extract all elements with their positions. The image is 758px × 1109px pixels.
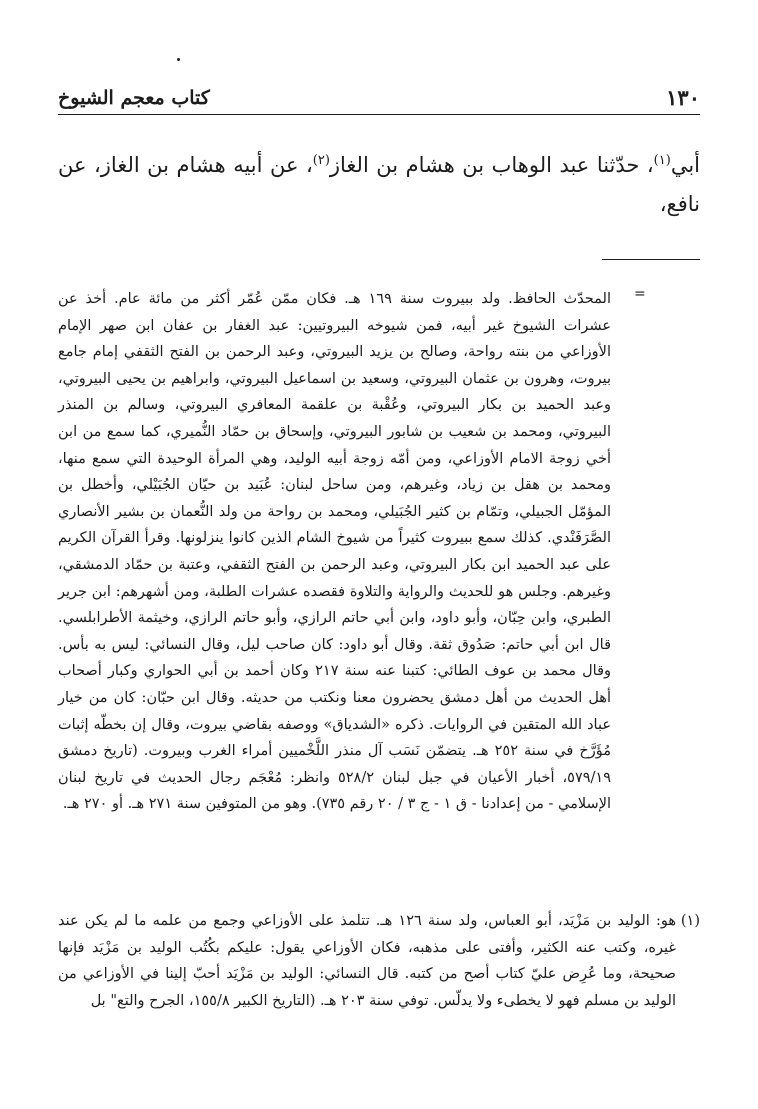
footnote-ref-1: (١) bbox=[653, 153, 671, 168]
running-title: كتاب معجم الشيوخ bbox=[58, 87, 210, 109]
footnote-ref-2: (٢) bbox=[312, 153, 330, 168]
scan-speck bbox=[177, 58, 180, 61]
footnote-1-number: (١) bbox=[680, 913, 700, 929]
header-rule bbox=[58, 114, 700, 115]
footnote-1 bbox=[58, 908, 700, 1014]
main-text-part-1: أبي bbox=[670, 153, 700, 177]
main-text bbox=[58, 146, 700, 224]
page-header bbox=[58, 84, 700, 114]
continuation-marker: = bbox=[634, 286, 646, 302]
page-number: ١٣٠ bbox=[666, 85, 700, 110]
footnote-1-text: هو: الوليد بن مَزْيَد، أبو العباس، ولد سنة ١٢٦ هـ. تتلمذ على الأوزاعي وجمع من علمه ما لم يكن عند غيره، وكتب عنه الكثير، وأفتى على مذهبه، فكان الأوزاعي يقول: عليكم بكُتُب الوليد بن مَزْيَد فإنها صحيحة، وما عُرِض عليّ كتاب أصح من كتبه. قال النسائي: الوليد بن مَزْيَد أحبّ إلينا في الأوزاعي من الوليد بن مسلم فهو لا يخطىء ولا يدلّس. توفي سنة ٢٠٣ هـ. (التاريخ الكبير ١٥٥/٨، الجرح والتع" بل bbox=[58, 913, 677, 1009]
footnote-continuation: المحدّث الحافظ. ولد ببيروت سنة ١٦٩ هـ. فكان ممّن عُمّر أكثر من مائة عام. أخذ عن عشرات الشيوخ غير أبيه، فمن شيوخه البيروتيين: عبد الغفار بن عفان ابن صهر الإمام الأوزاعي من بنته رواحة، وصالح بن يزيد البيروتي، وعبد الرحمن بن الفتح الثقفي إمام جامع بيروت، وهرون بن عثمان البيروتي، وسعيد بن اسماعيل البيروتي، وابراهيم بن يحيى البيروتي، وعبد الحميد بن بكار البيروتي، وعُقْبة بن علقمة المعافري البيروتي، وسالم بن المنذر البيروتي، ومحمد بن شعيب بن شابور البيروتي، وإسحاق بن حمّاد النُّميري، كما سمع من ابن أخي زوجة الامام الأوزاعي، ومن أمّه زوجة أبيه الوليد، وهي المرأة الوحيدة التي سمع منها، ومحمد بن هقل بن زياد، وغيرهم، ومن ساحل لبنان: عُبَيد بن حيّان الجُبَيْلي، وأخطل بن المؤمّل الجبيلي، وتمّام بن كثير الجُبَيلي، ومحمد بن رواحة من ولد النُّعمان بن بشير الأنصاري الصَّرَفَنْدي. كذلك سمع ببيروت كثيراً من شيوخ الشام الذين كانوا ينزلونها. وقرأ القرآن الكريم على عبد الحميد ابن بكار البيروتي، وعبد الرحمن بن الفتح الثقفي، وعتبة بن حمّاد الدمشقي، وغيرهم. وجلس هو للحديث والرواية والتلاوة فقصده عشرات الطلبة، ومن أشهرهم: ابن جرير الطبري، وابن حِبّان، وأبو داود، وابن أبي حاتم الرازي، وأبو حاتم الرازي، وخيثمة الأطرابلسي. قال ابن أبي حاتم: صَدُوق ثقة. وقال أبو داود: كان صاحب ليل، وقال النسائي: ليس به بأس. وقال محمد بن عوف الطائي: كتبنا عنه سنة ٢١٧ وكان أحمد بن أبي الحواري وكبار أصحاب أهل الحديث من أهل دمشق يحضرون معنا ونكتب من حديثه. وقال ابن حبّان: كان من خيار عباد الله المتقين في الروايات. ذكره «الشدياق» ووصفه بقاضي بيروت، وقال إن بخطّه إثبات مُؤَرَّخ في سنة ٢٥٢ هـ. يتضمّن نَسَب آل منذر اللَّخْميين أمراء الغرب وبيروت. (تاريخ دمشق ٥٧٩/١٩، أخبار الأعيان في جبل لبنان ٥٢٨/٢ وانظر: مُعْجَم رجال الحديث في تاريخ لبنان الإسلامي - من إعدادنا - ق ١ - ج ٣ / ٢٠ رقم ٧٣٥). وهو من المتوفين سنة ٢٧١ هـ. أو ٢٧٠ هـ. bbox=[58, 291, 612, 813]
main-text-part-3: ، عن أبيه هشام بن الغاز، عن نافع، bbox=[58, 153, 700, 216]
main-text-part-2: ، حدّثنا عبد الوهاب بن هشام بن الغاز bbox=[329, 153, 654, 177]
footnote-separator bbox=[602, 259, 700, 260]
